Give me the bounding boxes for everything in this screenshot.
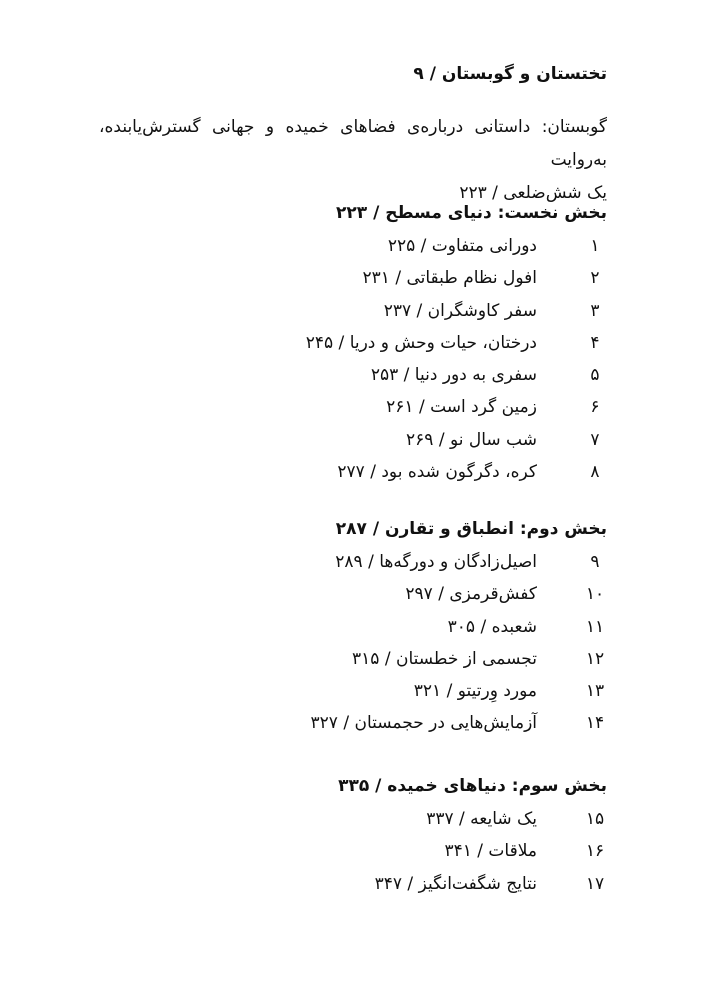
chapter-number: ۱۰ [585,584,605,605]
toc-entry [147,456,607,488]
chapter-title: شعبده / ۳۰۵ [447,616,537,637]
toc-entry [147,546,607,578]
chapter-number: ۱۳ [585,681,605,702]
toc-entry [147,611,607,643]
chapter-title: تجسمی از خطستان / ۳۱۵ [352,648,537,669]
toc-entry [147,327,607,359]
chapter-title: دورانی متفاوت / ۲۲۵ [387,236,537,256]
chapter-number: ۶ [590,397,600,418]
intro-line-1: گوبستان: داستانی درباره‌ی فضاهای خمیده و جهانی گسترش‌یابنده، به‌روایت [99,117,607,170]
toc-entry [147,295,607,327]
toc-entry [147,230,607,262]
section-title: بخش نخست: دنیای مسطح / ۲۲۳ [336,203,607,223]
chapter-number: ۱۶ [585,841,605,862]
intro-line-2: یک شش‌ضلعی / ۲۲۳ [459,183,607,203]
chapter-number: ۲ [590,268,600,289]
toc-entry [147,803,607,835]
intro-paragraph [99,111,607,210]
chapter-number: ۱۴ [585,713,605,734]
toc-entry [147,424,607,456]
chapter-title: مورد وِرتیتو / ۳۲۱ [413,681,537,702]
chapter-number: ۱ [590,236,600,256]
running-header: تختستان و گوبستان / ۹ [413,64,607,84]
toc-entry [147,359,607,391]
chapter-title: شب سال نو / ۲۶۹ [406,429,537,450]
chapter-number: ۳ [590,300,600,321]
chapter-title: زمین گرد است / ۲۶۱ [386,397,537,418]
chapter-number: ۴ [590,332,600,353]
chapter-number: ۸ [590,462,600,483]
chapter-title: آزمایش‌هایی در حجمستان / ۳۲۷ [310,713,537,734]
chapter-title: درختان، حیات وحش و دریا / ۲۴۵ [305,332,537,353]
chapter-title: افول نظام طبقاتی / ۲۳۱ [362,268,537,289]
chapter-title: کفش‌قرمزی / ۲۹۷ [405,584,537,605]
chapter-number: ۱۵ [585,809,605,829]
chapter-title: ملاقات / ۳۴۱ [444,841,537,862]
chapter-title: اصیل‌زادگان و دورگه‌ها / ۲۸۹ [335,552,537,572]
section-part-1 [147,197,607,488]
chapter-title: کره، دگرگون شده بود / ۲۷۷ [337,462,537,483]
chapter-number: ۱۷ [585,873,605,894]
chapter-number: ۵ [590,365,600,386]
chapter-number: ۱۱ [585,616,605,637]
chapter-number: ۹ [590,552,600,572]
chapter-title: سفر کاوشگران / ۲۳۷ [383,300,537,321]
toc-entry [147,262,607,294]
section-part-2 [147,513,607,740]
toc-entry [147,391,607,423]
chapter-number: ۱۲ [585,648,605,669]
section-title: بخش سوم: دنیاهای خمیده / ۳۳۵ [338,776,607,796]
toc-entry [147,707,607,739]
toc-entry [147,643,607,675]
section-title: بخش دوم: انطباق و تقارن / ۲۸۷ [335,519,607,539]
chapter-title: یک شایعه / ۳۳۷ [426,809,537,829]
chapter-number: ۷ [590,429,600,450]
chapter-title: نتایج شگفت‌انگیز / ۳۴۷ [374,873,537,894]
chapter-title: سفری به دور دنیا / ۲۵۳ [370,365,537,386]
toc-entry [147,578,607,610]
toc-entry [147,868,607,900]
section-part-3 [147,770,607,900]
toc-entry [147,835,607,867]
toc-entry [147,675,607,707]
